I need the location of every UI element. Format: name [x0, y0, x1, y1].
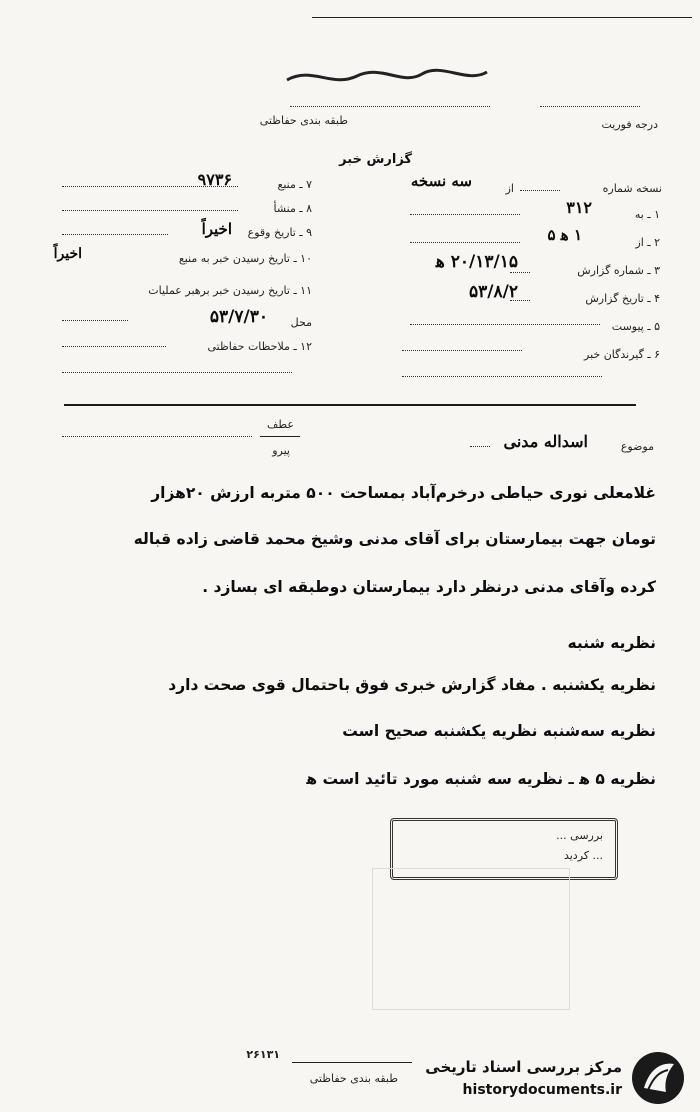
- opinion-saturday: نظریه شنبه: [567, 634, 656, 652]
- field-2-label: ۲ ـ از: [635, 236, 660, 249]
- field-4-dots: [510, 300, 530, 301]
- field-7-value: ۹۷۳۶: [197, 170, 232, 189]
- field-12-dots: [62, 346, 166, 347]
- field-7-label: ۷ ـ منبع: [277, 178, 312, 191]
- field-place-label: محل: [290, 316, 312, 329]
- form-divider: [64, 404, 636, 406]
- copy-of-label: از: [505, 182, 514, 195]
- subject-value: اسداله مدنی: [503, 432, 588, 451]
- field-9-dots: [62, 234, 168, 235]
- field-2-dots: [410, 242, 520, 243]
- archive-logo-icon: [630, 1050, 686, 1106]
- heading-dots: [290, 106, 490, 107]
- field-5-dots: [410, 324, 600, 325]
- field-5-label: ۵ ـ پیوست: [611, 320, 660, 333]
- faint-stamp-outline: [372, 868, 570, 1010]
- field-12-label: ۱۲ ـ ملاحظات حفاظتی: [207, 340, 312, 353]
- ref-divider: [260, 436, 300, 437]
- copy-no-value: سه نسخه: [410, 172, 472, 190]
- opinion-tuesday: نظریه سه‌شنبه نظریه یکشنبه صحیح است: [342, 722, 656, 740]
- heading-classification: طبقه بندی حفاظتی: [259, 114, 348, 127]
- watermark-url: historydocuments.ir: [462, 1082, 622, 1098]
- field-12-dots-2: [62, 372, 292, 373]
- subject-label: موضوع: [620, 440, 654, 453]
- field-9-label: ۹ ـ تاریخ وقوع: [247, 226, 312, 239]
- field-6-dots: [402, 350, 522, 351]
- field-2-value: ۱ ه‍ ۵: [547, 226, 582, 244]
- field-10-value: اخیراً: [53, 246, 82, 262]
- field-9-value: اخیراً: [201, 220, 232, 238]
- priority-label: درجه فوریت: [601, 118, 658, 131]
- doc-title: گزارش خبر: [339, 152, 412, 167]
- body-line-2: تومان جهت بیمارستان برای آقای مدنی وشیخ محمد قاضی زاده قباله: [133, 530, 656, 548]
- opinion-sunday: نظریه یکشنبه . مفاد گزارش خبری فوق باحتمال قوی صحت دارد: [168, 676, 656, 694]
- footer-number: ۲۶۱۳۱: [246, 1048, 280, 1061]
- field-6-label: ۶ ـ گیرندگان خبر: [584, 348, 660, 361]
- ref-bottom-label: پیرو: [272, 444, 290, 457]
- stamp-line-2: ... کردید: [563, 849, 603, 862]
- field-11-dots: [62, 320, 128, 321]
- stamp-line-1: بررسی ...: [556, 829, 603, 842]
- field-6-dots-2: [402, 376, 602, 377]
- field-11-label: ۱۱ ـ تاریخ رسیدن خبر برهبر عملیات: [148, 284, 312, 297]
- field-3-dots: [510, 272, 530, 273]
- field-1-dots: [410, 214, 520, 215]
- field-8-label: ۸ ـ منشأ: [273, 202, 312, 215]
- field-4-value: ۵۳/۸/۲: [469, 282, 518, 302]
- body-line-1: غلامعلی نوری حیاطی درخرم‌آباد بمساحت ۵۰۰ متربه ارزش ۲۰هزار: [151, 484, 656, 502]
- priority-dots: [540, 106, 640, 107]
- ref-dots: [62, 436, 252, 437]
- opinion-final: نظریه ۵ ه‍ ـ نظریه سه شنبه مورد تائید است ه‍: [306, 770, 656, 788]
- field-1-value: ۳۱۲: [566, 198, 592, 217]
- ref-top-label: عطف: [267, 418, 294, 431]
- field-3-value: ۲۰/۱۳/۱۵ ه‍: [435, 252, 518, 272]
- footer-classification: طبقه بندی حفاظتی: [309, 1072, 398, 1085]
- field-1-label: ۱ ـ به: [634, 208, 660, 221]
- handwritten-heading: [282, 58, 492, 98]
- footer-rule: [292, 1062, 412, 1063]
- field-3-label: ۳ ـ شماره گزارش: [577, 264, 660, 277]
- copy-no-dots: [520, 190, 560, 191]
- top-rule: [312, 17, 692, 18]
- field-10-label: ۱۰ ـ تاریخ رسیدن خبر به منبع: [178, 252, 312, 265]
- subject-dots: [470, 446, 490, 447]
- field-7-dots: [62, 186, 238, 187]
- watermark-name: مرکز بررسی اسناد تاریخی: [425, 1058, 622, 1076]
- field-8-dots: [62, 210, 238, 211]
- field-11-value: ۵۳/۷/۳۰: [209, 307, 268, 327]
- field-4-label: ۴ ـ تاریخ گزارش: [585, 292, 660, 305]
- body-line-3: کرده وآقای مدنی درنظر دارد بیمارستان دوطبقه ای بسازد .: [202, 578, 656, 596]
- copy-no-label: نسخه شماره: [602, 182, 662, 195]
